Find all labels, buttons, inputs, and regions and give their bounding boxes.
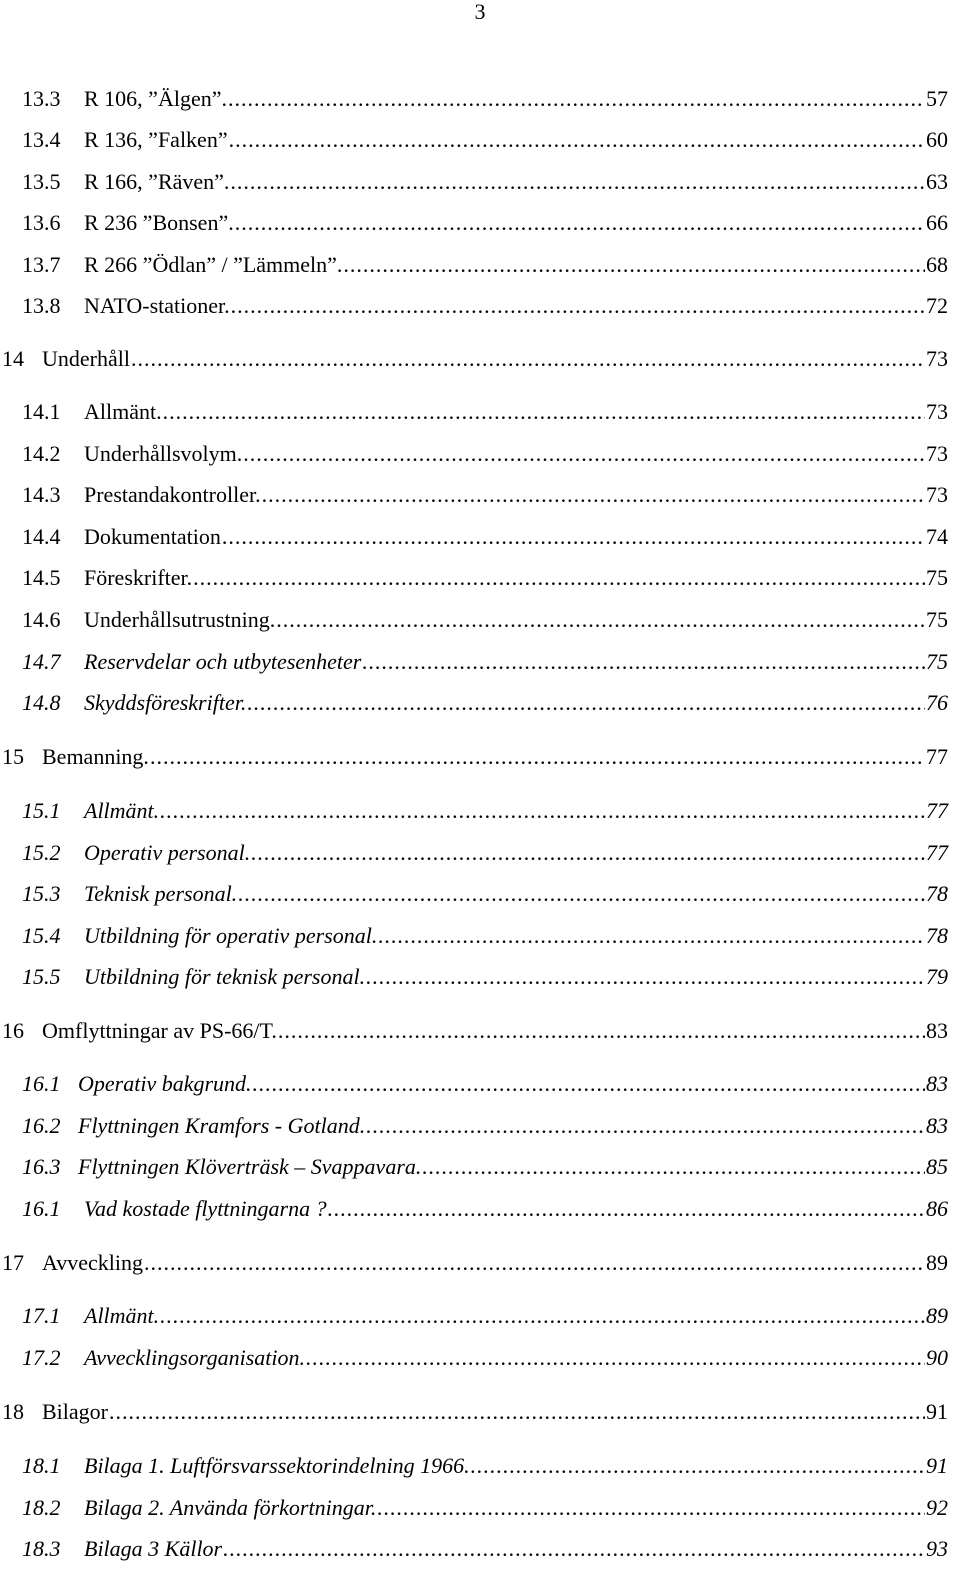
toc-entry-number: 18 — [2, 1399, 24, 1424]
toc-entry-page: 74 — [926, 524, 948, 549]
toc-entry-title: Underhållsutrustning. — [84, 607, 276, 632]
toc-entry-title: Omflyttningar av PS-66/T. — [42, 1018, 277, 1043]
toc-dot-leader — [262, 481, 925, 509]
toc-entry[interactable] — [22, 648, 948, 676]
toc-entry-number: 16.1 — [22, 1196, 61, 1221]
toc-entry-number: 18.2 — [22, 1495, 61, 1520]
toc-entry-title: Utbildning för teknisk personal. — [84, 964, 366, 989]
toc-entry[interactable] — [22, 251, 948, 279]
toc-entry-number: 16.3 — [22, 1154, 61, 1179]
toc-dot-leader — [343, 251, 925, 279]
toc-entry-number: 13.7 — [22, 252, 61, 277]
toc-dot-leader — [223, 1535, 925, 1563]
toc-entry-page: 83 — [926, 1113, 948, 1138]
toc-entry[interactable] — [22, 85, 948, 113]
toc-entry-page: 75 — [926, 565, 948, 590]
toc-dot-leader — [366, 1112, 925, 1140]
toc-dot-leader — [163, 398, 925, 426]
toc-entry-page: 73 — [926, 441, 948, 466]
toc-entry-number: 14.6 — [22, 607, 61, 632]
toc-entry[interactable] — [22, 523, 948, 551]
toc-entry-number: 15.3 — [22, 881, 61, 906]
toc-dot-leader — [243, 440, 925, 468]
toc-entry-page: 72 — [926, 293, 948, 318]
toc-entry-page: 77 — [926, 840, 948, 865]
toc-entry-number: 15.5 — [22, 964, 61, 989]
toc-dot-leader — [144, 1249, 925, 1277]
toc-entry-number: 13.5 — [22, 169, 61, 194]
toc-entry-title: Bilaga 2. Använda förkortningar. — [84, 1495, 377, 1520]
toc-entry-page: 76 — [926, 690, 948, 715]
toc-dot-leader — [109, 1398, 925, 1426]
toc-entry-title: Vad kostade flyttningarna ? — [84, 1196, 327, 1221]
toc-entry-number: 14.2 — [22, 441, 61, 466]
toc-dot-leader — [193, 564, 925, 592]
toc-entry-page: 79 — [926, 964, 948, 989]
toc-entry-title: R 266 ”Ödlan” / ”Lämmeln”. — [84, 252, 343, 277]
toc-dot-leader — [276, 606, 925, 634]
toc-entry[interactable] — [22, 481, 948, 509]
toc-entry-title: Avveckling — [42, 1250, 144, 1275]
toc-entry-title: Bilagor — [42, 1399, 108, 1424]
toc-entry[interactable] — [22, 1112, 948, 1140]
toc-entry-title: Operativ bakgrund. — [78, 1071, 252, 1096]
toc-entry-number: 14.7 — [22, 649, 61, 674]
toc-entry[interactable] — [2, 743, 948, 771]
toc-entry-title: Bilaga 1. Luftförsvarssektorindelning 1966. — [84, 1453, 470, 1478]
toc-entry-page: 77 — [926, 798, 948, 823]
toc-entry-page: 89 — [926, 1303, 948, 1328]
toc-entry-number: 14.8 — [22, 690, 61, 715]
toc-entry[interactable] — [2, 1249, 948, 1277]
toc-dot-leader — [230, 168, 925, 196]
toc-entry[interactable] — [22, 564, 948, 592]
toc-entry[interactable] — [22, 689, 948, 717]
toc-entry-title: Flyttningen Klöverträsk – Svappavara. — [78, 1154, 422, 1179]
toc-entry-title: Allmänt. — [84, 798, 160, 823]
toc-entry-page: 86 — [926, 1196, 948, 1221]
toc-dot-leader — [306, 1344, 925, 1372]
toc-entry-title: Föreskrifter. — [84, 565, 193, 590]
toc-entry-title: R 166, ”Räven”. — [84, 169, 230, 194]
toc-entry-title: Allmänt. — [84, 1303, 160, 1328]
toc-entry-page: 66 — [926, 210, 948, 235]
toc-entry-page: 89 — [926, 1250, 948, 1275]
toc-entry[interactable] — [22, 126, 948, 154]
toc-entry[interactable] — [22, 797, 948, 825]
toc-dot-leader — [160, 797, 925, 825]
toc-dot-leader — [131, 345, 925, 373]
toc-entry-page: 91 — [926, 1399, 948, 1424]
toc-entry-title: Bemanning. — [42, 744, 149, 769]
toc-entry-title: Utbildning för operativ personal. — [84, 923, 378, 948]
toc-entry-title: Allmänt. — [84, 399, 162, 424]
toc-entry-page: 63 — [926, 169, 948, 194]
toc-entry-title: R 236 ”Bonsen”. — [84, 210, 234, 235]
toc-entry-number: 17 — [2, 1250, 24, 1275]
toc-entry-page: 93 — [926, 1536, 948, 1561]
toc-entry-page: 73 — [926, 399, 948, 424]
toc-entry-title: R 106, ”Älgen”. — [84, 86, 227, 111]
toc-entry-page: 60 — [926, 127, 948, 152]
toc-entry-page: 85 — [926, 1154, 948, 1179]
toc-entry-page: 78 — [926, 923, 948, 948]
toc-entry-page: 75 — [926, 607, 948, 632]
toc-dot-leader — [253, 1070, 925, 1098]
toc-entry[interactable] — [2, 1017, 948, 1045]
toc-entry-title: Skyddsföreskrifter. — [84, 690, 247, 715]
toc-entry-title: Dokumentation — [84, 524, 221, 549]
toc-entry-page: 75 — [926, 649, 948, 674]
toc-entry[interactable] — [22, 880, 948, 908]
toc-entry-number: 16 — [2, 1018, 24, 1043]
toc-entry[interactable] — [22, 606, 948, 634]
toc-entry-title: Prestandakontroller. — [84, 482, 261, 507]
toc-dot-leader — [228, 85, 925, 113]
toc-entry[interactable] — [22, 168, 948, 196]
toc-entry-title: Avvecklingsorganisation. — [84, 1345, 305, 1370]
toc-entry[interactable] — [22, 1535, 948, 1563]
toc-dot-leader — [247, 689, 925, 717]
toc-entry-title: Operativ personal. — [84, 840, 251, 865]
toc-entry[interactable] — [22, 1070, 948, 1098]
toc-entry-page: 92 — [926, 1495, 948, 1520]
toc-entry[interactable] — [22, 839, 948, 867]
toc-entry[interactable] — [22, 922, 948, 950]
toc-entry-page: 90 — [926, 1345, 948, 1370]
toc-dot-leader — [422, 1153, 925, 1181]
toc-entry-page: 77 — [926, 744, 948, 769]
toc-entry-title: NATO-stationer. — [84, 293, 230, 318]
toc-entry-page: 73 — [926, 482, 948, 507]
toc-dot-leader — [377, 1494, 925, 1522]
toc-entry-number: 14.1 — [22, 399, 61, 424]
toc-entry-number: 14 — [2, 346, 24, 371]
toc-dot-leader — [366, 963, 925, 991]
toc-entry-number: 18.1 — [22, 1453, 61, 1478]
toc-entry[interactable] — [22, 963, 948, 991]
toc-dot-leader — [222, 523, 925, 551]
toc-entry-number: 17.1 — [22, 1303, 61, 1328]
toc-entry[interactable] — [22, 1344, 948, 1372]
toc-entry-number: 17.2 — [22, 1345, 61, 1370]
toc-entry-number: 13.3 — [22, 86, 61, 111]
toc-entry[interactable] — [22, 292, 948, 320]
toc-entry-number: 13.6 — [22, 210, 61, 235]
toc-entry-page: 91 — [926, 1453, 948, 1478]
toc-dot-leader — [160, 1302, 925, 1330]
toc-entry-number: 15 — [2, 744, 24, 769]
toc-entry-page: 57 — [926, 86, 948, 111]
toc-dot-leader — [278, 1017, 925, 1045]
toc-entry[interactable] — [22, 398, 948, 426]
toc-entry-title: Bilaga 3 Källor — [84, 1536, 223, 1561]
toc-entry-number: 15.2 — [22, 840, 61, 865]
toc-entry[interactable] — [22, 209, 948, 237]
toc-entry-number: 13.4 — [22, 127, 61, 152]
toc-entry-number: 15.1 — [22, 798, 61, 823]
toc-entry[interactable] — [2, 345, 948, 373]
toc-dot-leader — [150, 743, 925, 771]
toc-dot-leader — [378, 922, 925, 950]
toc-entry[interactable] — [22, 1302, 948, 1330]
toc-entry-title: Underhåll — [42, 346, 130, 371]
toc-entry-number: 18.3 — [22, 1536, 61, 1561]
toc-entry[interactable] — [22, 1153, 948, 1181]
toc-dot-leader — [251, 839, 925, 867]
toc-entry[interactable] — [22, 440, 948, 468]
toc-entry-number: 14.3 — [22, 482, 61, 507]
toc-entry-title: Reservdelar och utbytesenheter — [84, 649, 362, 674]
toc-entry-title: Underhållsvolym. — [84, 441, 243, 466]
toc-entry-title: Flyttningen Kramfors - Gotland. — [78, 1113, 366, 1138]
toc-entry-number: 15.4 — [22, 923, 61, 948]
toc-entry[interactable] — [22, 1494, 948, 1522]
toc-entry-number: 16.1 — [22, 1071, 61, 1096]
toc-dot-leader — [238, 880, 925, 908]
toc-dot-leader — [235, 209, 925, 237]
toc-entry-title: Teknisk personal. — [84, 881, 238, 906]
toc-entry-number: 14.4 — [22, 524, 61, 549]
toc-entry-number: 13.8 — [22, 293, 61, 318]
page-number: 3 — [474, 0, 486, 24]
toc-dot-leader — [229, 126, 925, 154]
toc-entry-title: R 136, ”Falken” — [84, 127, 228, 152]
toc-entry-number: 16.2 — [22, 1113, 61, 1138]
toc-dot-leader — [231, 292, 925, 320]
toc-entry-page: 78 — [926, 881, 948, 906]
toc-entry[interactable] — [22, 1452, 948, 1480]
toc-entry-page: 83 — [926, 1071, 948, 1096]
toc-entry-page: 83 — [926, 1018, 948, 1043]
toc-entry-number: 14.5 — [22, 565, 61, 590]
toc-dot-leader — [328, 1195, 925, 1223]
toc-entry[interactable] — [22, 1195, 948, 1223]
toc-dot-leader — [362, 648, 925, 676]
toc-entry-page: 68 — [926, 252, 948, 277]
toc-dot-leader — [471, 1452, 925, 1480]
toc-entry-page: 73 — [926, 346, 948, 371]
toc-entry[interactable] — [2, 1398, 948, 1426]
